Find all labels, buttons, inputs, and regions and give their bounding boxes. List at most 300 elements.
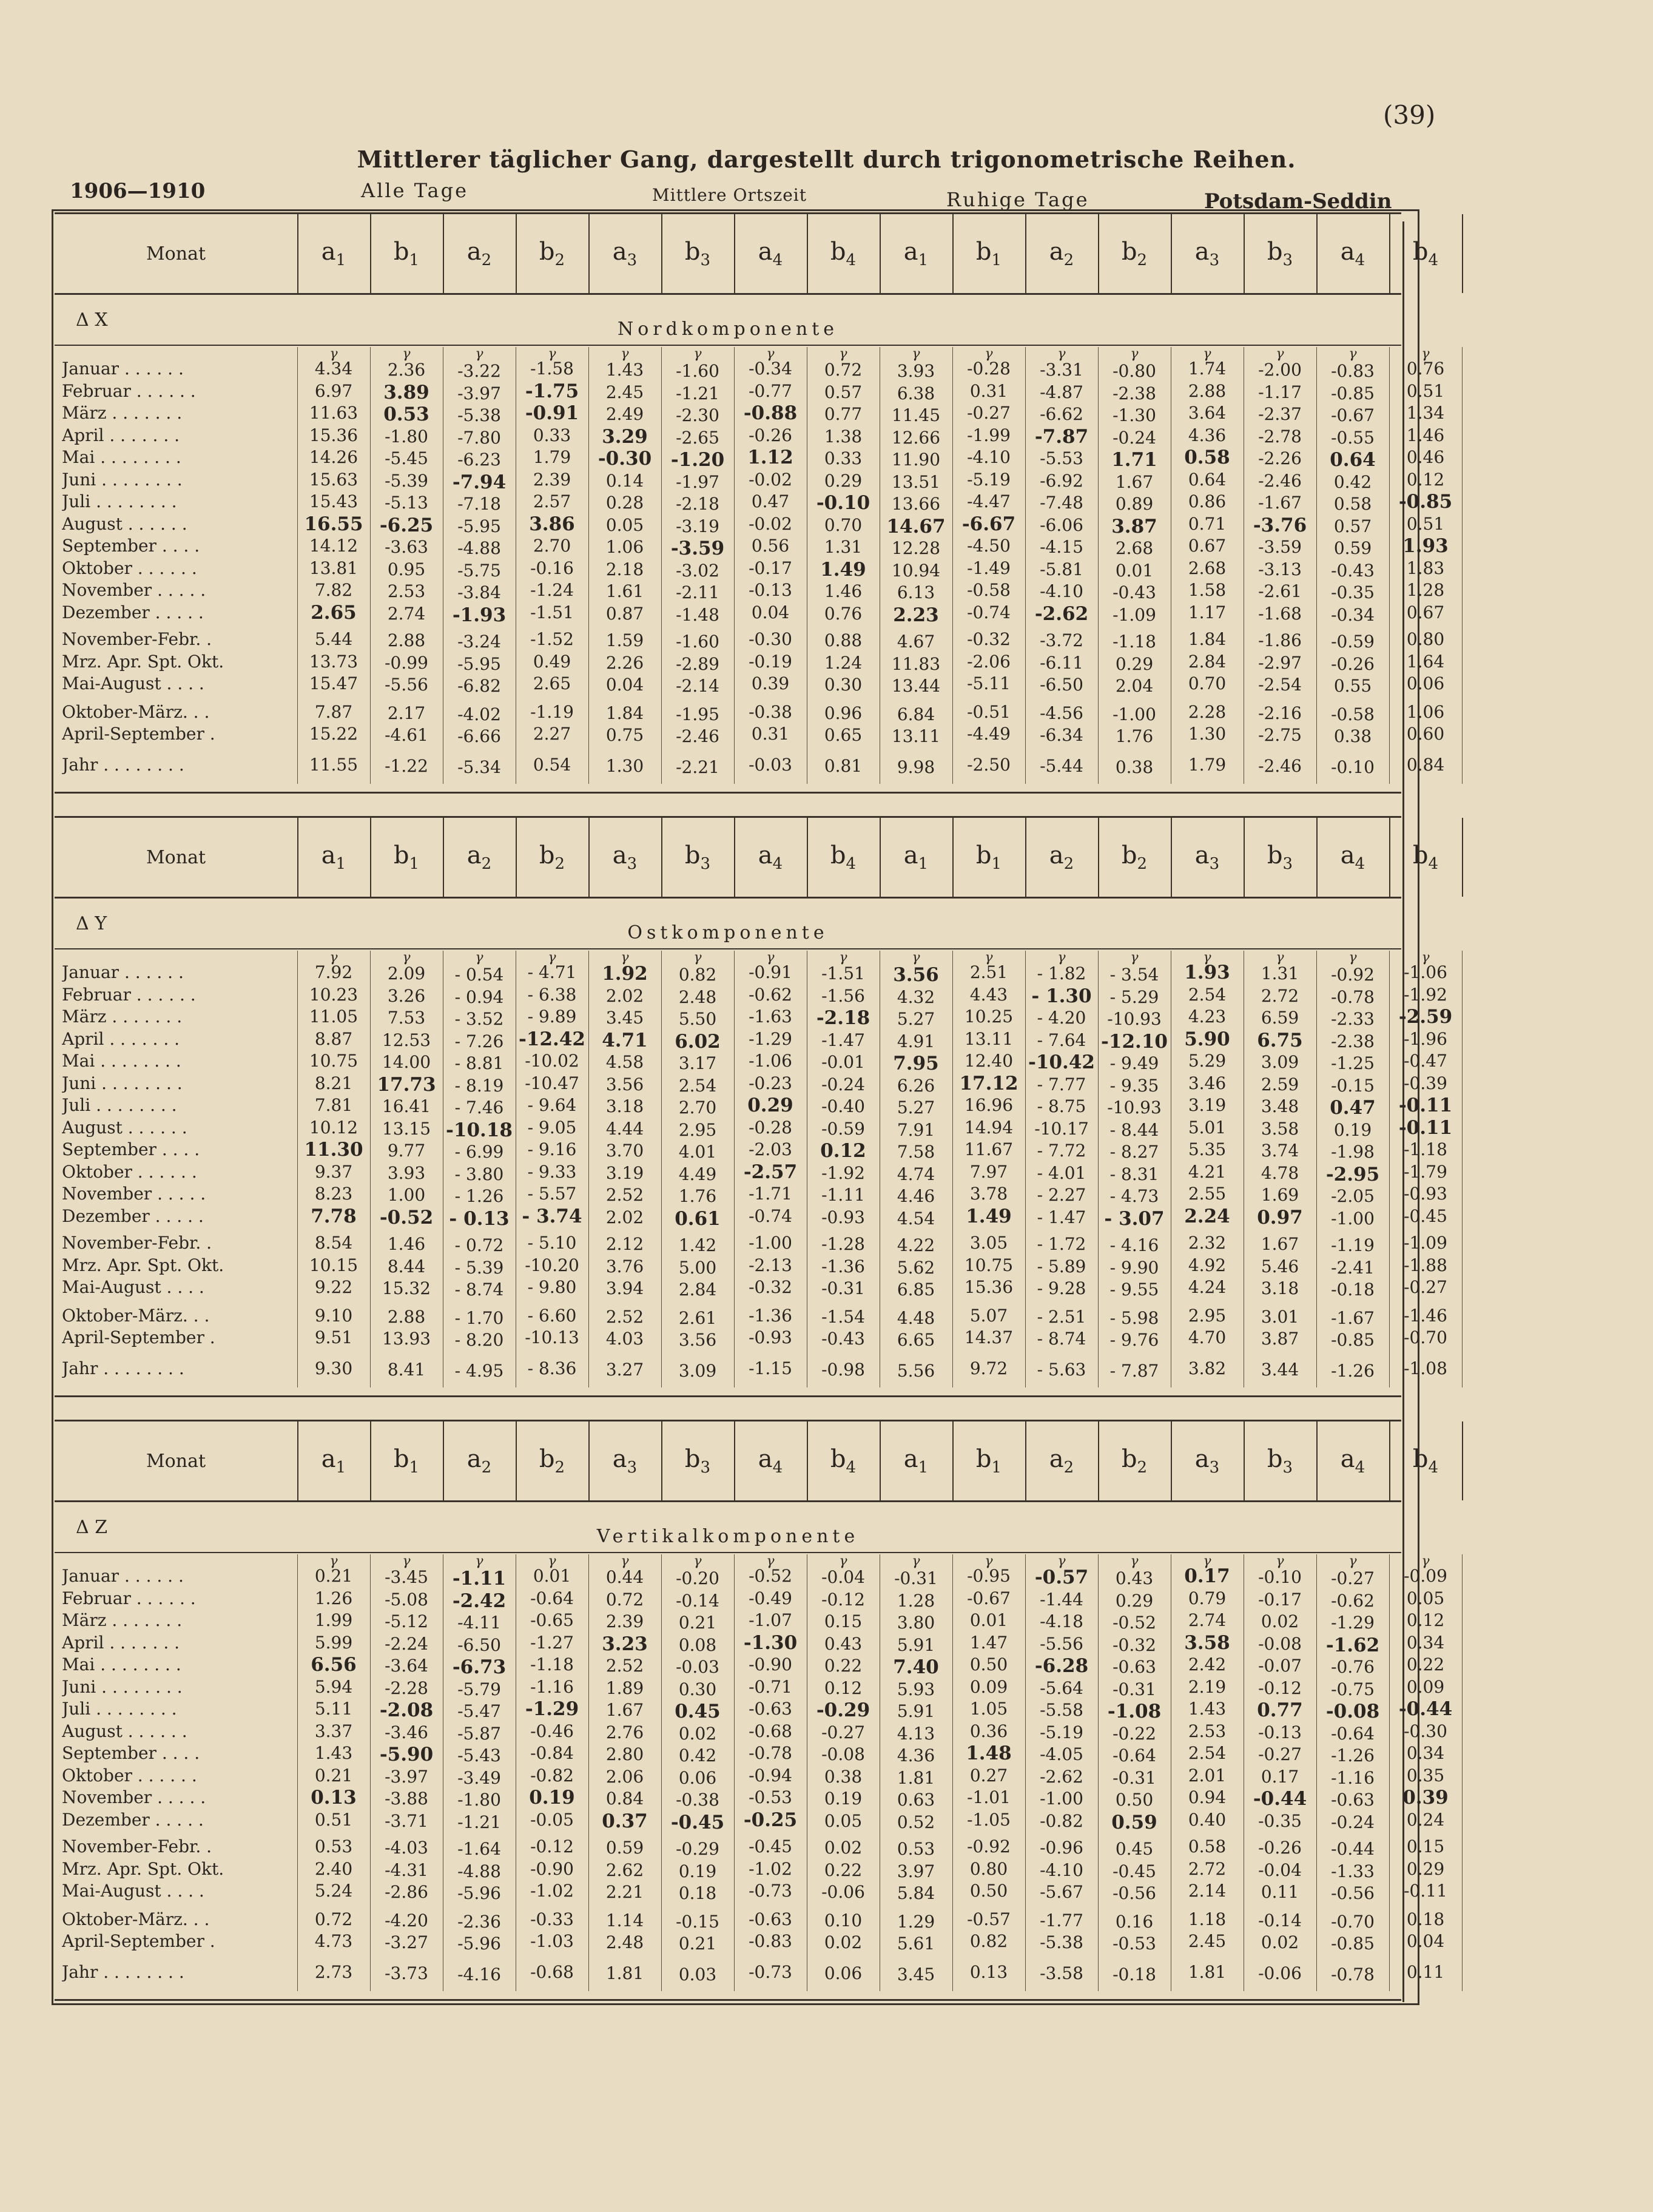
table-cell: -0.26 bbox=[749, 425, 792, 445]
row-label: Jahr . . . . . . . . bbox=[62, 754, 184, 775]
table-cell: 3.74 bbox=[1261, 1141, 1299, 1161]
row-label: September . . . . bbox=[62, 1743, 200, 1763]
table-cell: -6.25 bbox=[379, 514, 434, 536]
table-cell: 1.30 bbox=[605, 755, 644, 776]
table-cell: -1.17 bbox=[1258, 382, 1302, 402]
table-cell: 5.56 bbox=[897, 1360, 935, 1381]
table-cell: 8.54 bbox=[314, 1233, 353, 1253]
table-cell: - 4.95 bbox=[454, 1360, 504, 1381]
table-cell: -0.74 bbox=[967, 602, 1011, 622]
table-cell: 0.77 bbox=[1257, 1699, 1303, 1721]
table-cell: 2.65 bbox=[311, 601, 357, 624]
table-cell: -0.99 bbox=[385, 652, 428, 673]
coef-header-label: $b_4$ bbox=[830, 1445, 857, 1477]
table-cell: -0.32 bbox=[967, 629, 1011, 649]
table-cell: - 9.16 bbox=[527, 1139, 577, 1159]
table-cell: 1.76 bbox=[1115, 726, 1154, 746]
table-cell: 1.67 bbox=[1115, 471, 1154, 492]
coef-header-label: $b_4$ bbox=[1412, 841, 1439, 873]
table-cell: 7.82 bbox=[314, 580, 353, 600]
table-cell: 1.61 bbox=[605, 581, 644, 601]
table-cell: - 0.13 bbox=[449, 1207, 510, 1230]
page-title: Mittlerer täglicher Gang, dargestellt durch trigonometrische Reihen. bbox=[357, 146, 1296, 173]
unit-label: γ bbox=[839, 1554, 847, 1569]
table-cell: 3.87 bbox=[1261, 1329, 1299, 1349]
table-cell: 0.34 bbox=[1406, 1743, 1445, 1763]
table-cell: -12.42 bbox=[519, 1028, 585, 1050]
table-cell: 1.30 bbox=[1188, 724, 1227, 744]
unit-label: γ bbox=[621, 1554, 629, 1569]
table-cell: - 2.51 bbox=[1037, 1306, 1086, 1327]
column-divider bbox=[1462, 951, 1463, 1388]
unit-label: γ bbox=[766, 1554, 775, 1569]
table-cell: - 5.89 bbox=[1037, 1256, 1086, 1276]
table-cell: 0.37 bbox=[602, 1810, 648, 1832]
table-cell: 0.43 bbox=[824, 1633, 863, 1654]
table-cell: -3.19 bbox=[676, 516, 719, 536]
table-cell: -4.88 bbox=[457, 1861, 501, 1881]
table-cell: -2.42 bbox=[452, 1590, 507, 1612]
table-cell: - 8.81 bbox=[454, 1053, 504, 1073]
table-cell: 0.88 bbox=[824, 630, 863, 650]
table-cell: 7.53 bbox=[387, 1008, 426, 1028]
table-cell: 0.29 bbox=[1115, 1590, 1154, 1611]
table-cell: 7.92 bbox=[314, 962, 353, 982]
table-cell: -0.24 bbox=[1113, 427, 1156, 448]
component-title: Vertikalkomponente bbox=[596, 1526, 860, 1547]
table-cell: -1.19 bbox=[530, 701, 574, 722]
table-cell: -5.81 bbox=[1040, 559, 1083, 579]
table-cell: -4.18 bbox=[1040, 1611, 1083, 1631]
table-cell: -1.92 bbox=[821, 1162, 865, 1183]
table-cell: 13.44 bbox=[891, 676, 941, 696]
table-cell: -0.75 bbox=[1331, 1679, 1375, 1699]
coef-header bbox=[1389, 1421, 1462, 1500]
table-cell: -3.71 bbox=[385, 1810, 428, 1831]
row-label: November-Febr. . bbox=[62, 629, 212, 649]
table-cell: -2.50 bbox=[967, 754, 1011, 775]
table-cell: -0.06 bbox=[1258, 1963, 1302, 1983]
table-cell: -0.85 bbox=[1331, 1330, 1375, 1350]
table-cell: 1.64 bbox=[1406, 651, 1445, 672]
unit-label: γ bbox=[912, 1554, 920, 1569]
table-cell: -0.52 bbox=[749, 1566, 792, 1586]
table-cell: - 0.54 bbox=[454, 965, 504, 985]
table-cell: 0.01 bbox=[1115, 560, 1154, 581]
table-row bbox=[55, 1116, 1453, 1141]
table-row bbox=[55, 1327, 1447, 1350]
table-cell: 5.24 bbox=[314, 1881, 353, 1901]
table-cell: -4.20 bbox=[385, 1910, 428, 1930]
table-cell: 6.85 bbox=[897, 1280, 935, 1300]
header-divider bbox=[952, 818, 954, 897]
table-cell: -0.35 bbox=[1258, 1810, 1302, 1831]
table-cell: 7.97 bbox=[969, 1161, 1008, 1182]
table-cell: -2.24 bbox=[385, 1633, 428, 1654]
row-label: Oktober . . . . . . bbox=[62, 1765, 197, 1785]
table-cell: 0.19 bbox=[529, 1787, 575, 1809]
table-cell: -5.67 bbox=[1040, 1882, 1083, 1902]
table-cell: -3.27 bbox=[385, 1932, 428, 1952]
table-cell: 0.94 bbox=[1188, 1787, 1227, 1807]
table-cell: 3.05 bbox=[969, 1233, 1008, 1253]
page-number: (39) bbox=[1383, 100, 1436, 130]
table-cell: -2.61 bbox=[1258, 581, 1302, 601]
table-cell: -0.02 bbox=[749, 469, 792, 490]
table-cell: -1.71 bbox=[749, 1184, 792, 1204]
table-cell: -2.97 bbox=[1258, 652, 1302, 673]
coef-header-label: $b_2$ bbox=[539, 238, 565, 269]
coef-header-label: $a_1$ bbox=[321, 1445, 346, 1477]
table-cell: 0.95 bbox=[387, 559, 426, 579]
table-cell: 1.28 bbox=[1406, 580, 1445, 600]
table-cell: 1.67 bbox=[605, 1700, 644, 1720]
column-divider bbox=[1462, 1554, 1463, 1991]
table-cell: 15.22 bbox=[309, 724, 359, 744]
table-cell: -10.42 bbox=[1028, 1051, 1095, 1073]
table-cell: 14.67 bbox=[886, 515, 946, 538]
table-cell: 0.97 bbox=[1257, 1206, 1303, 1229]
table-cell: - 7.64 bbox=[1037, 1030, 1086, 1050]
unit-label: γ bbox=[548, 950, 556, 965]
table-cell: - 4.71 bbox=[527, 962, 577, 982]
table-cell: 1.05 bbox=[969, 1699, 1008, 1719]
coef-header-label: $b_4$ bbox=[1412, 238, 1439, 269]
table-cell: 6.75 bbox=[1257, 1029, 1303, 1051]
header-divider bbox=[1316, 214, 1318, 293]
table-cell: 2.55 bbox=[1188, 1184, 1227, 1204]
table-cell: 13.66 bbox=[891, 494, 941, 514]
table-cell: - 8.19 bbox=[454, 1075, 504, 1096]
table-cell: 3.64 bbox=[1188, 403, 1227, 423]
table-cell: -0.45 bbox=[670, 1811, 725, 1833]
table-cell: 0.87 bbox=[605, 603, 644, 624]
table-cell: - 8.74 bbox=[454, 1280, 504, 1300]
table-cell: 0.33 bbox=[533, 425, 571, 445]
table-row bbox=[55, 469, 1445, 493]
table-cell: -1.47 bbox=[821, 1030, 865, 1050]
table-cell: -0.10 bbox=[1258, 1567, 1302, 1587]
table-cell: -0.08 bbox=[821, 1744, 865, 1764]
table-cell: -1.26 bbox=[1331, 1360, 1375, 1381]
table-cell: -0.56 bbox=[1331, 1883, 1375, 1903]
table-cell: 5.90 bbox=[1184, 1028, 1230, 1050]
table-cell: -0.08 bbox=[1258, 1633, 1302, 1654]
table-cell: 1.14 bbox=[605, 1910, 644, 1930]
table-cell: -0.56 bbox=[1113, 1883, 1156, 1903]
table-cell: -0.40 bbox=[821, 1096, 865, 1116]
table-cell: -0.06 bbox=[821, 1882, 865, 1902]
coef-header-label: $a_1$ bbox=[903, 238, 929, 269]
section-header bbox=[55, 816, 1439, 899]
table-cell: 6.02 bbox=[675, 1030, 721, 1053]
table-cell: 3.58 bbox=[1184, 1631, 1230, 1654]
table-row bbox=[55, 1358, 1447, 1381]
table-cell: 5.29 bbox=[1188, 1051, 1227, 1071]
table-cell: -1.36 bbox=[749, 1305, 792, 1326]
table-cell: -0.98 bbox=[821, 1359, 865, 1380]
table-cell: -1.15 bbox=[749, 1358, 792, 1378]
header-divider bbox=[1316, 818, 1318, 897]
unit-label: γ bbox=[1348, 950, 1357, 965]
table-cell: -1.29 bbox=[749, 1028, 792, 1049]
table-cell: - 9.64 bbox=[527, 1095, 577, 1115]
table-cell: 2.39 bbox=[533, 469, 571, 490]
row-label: Mai . . . . . . . . bbox=[62, 1051, 181, 1071]
coef-header-label: $b_1$ bbox=[393, 238, 420, 269]
unit-label: γ bbox=[693, 1554, 702, 1569]
table-cell: 0.72 bbox=[605, 1589, 644, 1610]
table-cell: 8.44 bbox=[387, 1256, 426, 1276]
table-cell: -0.62 bbox=[1331, 1590, 1375, 1611]
table-cell: 2.52 bbox=[605, 1306, 644, 1327]
table-cell: -0.52 bbox=[1113, 1613, 1156, 1633]
header-divider bbox=[588, 818, 590, 897]
table-cell: -0.53 bbox=[749, 1787, 792, 1807]
table-cell: 10.25 bbox=[964, 1007, 1014, 1027]
coef-header bbox=[1171, 1421, 1244, 1500]
header-divider bbox=[952, 214, 954, 293]
table-cell: 7.40 bbox=[893, 1656, 939, 1678]
table-cell: -0.90 bbox=[530, 1858, 574, 1879]
table-cell: 0.31 bbox=[751, 724, 790, 744]
table-cell: 0.81 bbox=[824, 755, 863, 776]
table-cell: -3.64 bbox=[385, 1656, 428, 1676]
table-cell: -0.63 bbox=[1331, 1790, 1375, 1810]
table-cell: -0.78 bbox=[749, 1743, 792, 1763]
table-cell: 0.57 bbox=[1333, 516, 1372, 536]
coef-header bbox=[807, 214, 880, 293]
coef-header-label: $b_1$ bbox=[975, 841, 1002, 873]
table-cell: 2.72 bbox=[1188, 1858, 1227, 1879]
table-cell: -0.93 bbox=[749, 1327, 792, 1347]
table-cell: - 1.30 bbox=[1031, 985, 1092, 1007]
header-divider bbox=[588, 1421, 590, 1500]
table-cell: - 9.90 bbox=[1109, 1257, 1159, 1278]
coef-header bbox=[880, 1421, 952, 1500]
table-cell: - 9.33 bbox=[527, 1161, 577, 1182]
unit-label: γ bbox=[1057, 950, 1066, 965]
table-cell: 1.43 bbox=[314, 1743, 353, 1763]
coef-header-label: $b_3$ bbox=[684, 1445, 711, 1477]
coef-header-label: $b_3$ bbox=[1267, 238, 1293, 269]
table-cell: -10.13 bbox=[525, 1327, 579, 1347]
table-cell: -4.31 bbox=[385, 1860, 428, 1880]
table-cell: 0.03 bbox=[678, 1964, 717, 1984]
table-cell: -1.16 bbox=[1331, 1767, 1375, 1788]
table-cell: -1.30 bbox=[743, 1631, 798, 1654]
coef-header-label: $b_2$ bbox=[1121, 1445, 1148, 1477]
table-cell: 4.70 bbox=[1188, 1327, 1227, 1347]
header-divider bbox=[1244, 818, 1245, 897]
header-divider bbox=[1389, 1421, 1390, 1500]
table-cell: -1.11 bbox=[821, 1185, 865, 1205]
table-cell: 14.94 bbox=[964, 1117, 1014, 1138]
coef-header bbox=[1098, 214, 1171, 293]
table-cell: 0.96 bbox=[824, 703, 863, 723]
table-cell: 1.34 bbox=[1406, 403, 1445, 423]
header-divider bbox=[807, 1421, 808, 1500]
table-cell: 15.36 bbox=[309, 425, 359, 445]
table-cell: -12.10 bbox=[1101, 1030, 1168, 1053]
table-cell: 0.02 bbox=[1261, 1611, 1299, 1631]
table-cell: 0.49 bbox=[533, 651, 571, 672]
table-cell: - 9.35 bbox=[1109, 1075, 1159, 1096]
table-cell: -0.96 bbox=[1040, 1838, 1083, 1858]
row-label: November . . . . . bbox=[62, 1184, 206, 1204]
header-divider bbox=[734, 214, 735, 293]
monat-header: Monat bbox=[146, 243, 206, 265]
table-cell: -3.59 bbox=[670, 538, 725, 559]
row-label: Februar . . . . . . bbox=[62, 984, 196, 1005]
table-cell: 7.91 bbox=[897, 1119, 935, 1140]
table-cell: -0.64 bbox=[1331, 1723, 1375, 1744]
table-cell: -2.89 bbox=[676, 653, 719, 674]
table-cell: 4.24 bbox=[1188, 1277, 1227, 1297]
table-cell: 0.17 bbox=[1184, 1565, 1230, 1587]
table-cell: 0.44 bbox=[605, 1567, 644, 1587]
row-label: Juli . . . . . . . . bbox=[62, 1095, 177, 1115]
table-cell: -0.22 bbox=[1113, 1723, 1156, 1744]
table-cell: -0.14 bbox=[1258, 1910, 1302, 1930]
table-cell: 0.45 bbox=[675, 1701, 721, 1722]
table-cell: -5.79 bbox=[457, 1679, 501, 1699]
coef-header-label: $a_3$ bbox=[612, 238, 638, 269]
table-row bbox=[55, 380, 1445, 403]
table-cell: 13.11 bbox=[891, 726, 941, 746]
table-cell: -1.06 bbox=[1404, 962, 1447, 982]
table-cell: 0.86 bbox=[1188, 491, 1227, 511]
table-cell: -0.25 bbox=[743, 1809, 798, 1831]
table-cell: -2.36 bbox=[457, 1911, 501, 1932]
table-cell: -4.56 bbox=[1040, 703, 1083, 723]
all-days-label: Alle Tage bbox=[361, 179, 469, 202]
table-cell: 2.84 bbox=[678, 1280, 717, 1300]
row-label: April . . . . . . . bbox=[62, 1028, 180, 1049]
table-cell: -1.86 bbox=[1258, 630, 1302, 650]
table-cell: 2.52 bbox=[605, 1656, 644, 1676]
table-row bbox=[55, 1698, 1453, 1722]
table-cell: - 7.72 bbox=[1037, 1141, 1086, 1161]
coef-header-label: $a_4$ bbox=[1340, 1445, 1365, 1477]
table-cell: 1.67 bbox=[1261, 1234, 1299, 1254]
table-row bbox=[55, 1610, 1445, 1633]
table-cell: 2.53 bbox=[387, 581, 426, 601]
coef-header bbox=[1316, 818, 1389, 897]
table-cell: 0.47 bbox=[1330, 1097, 1376, 1119]
table-cell: 2.68 bbox=[1115, 538, 1154, 558]
table-cell: 1.71 bbox=[1111, 449, 1157, 471]
table-cell: 2.61 bbox=[678, 1307, 717, 1328]
header-divider bbox=[1389, 818, 1390, 897]
section-bottom-rule bbox=[55, 1999, 1401, 2001]
table-cell: -1.62 bbox=[1325, 1634, 1380, 1656]
table-cell: -1.08 bbox=[1107, 1701, 1162, 1722]
table-cell: 2.65 bbox=[533, 673, 571, 693]
row-label: März . . . . . . . bbox=[62, 1610, 183, 1630]
row-label: Januar . . . . . . bbox=[62, 1566, 184, 1586]
table-cell: 0.58 bbox=[1188, 1836, 1227, 1856]
table-cell: -1.25 bbox=[1331, 1053, 1375, 1073]
table-cell: 3.01 bbox=[1261, 1306, 1299, 1327]
table-cell: 14.00 bbox=[382, 1052, 431, 1072]
table-cell: 5.99 bbox=[314, 1632, 353, 1653]
quiet-days-label: Ruhige Tage bbox=[946, 188, 1089, 211]
table-cell: 0.02 bbox=[1261, 1932, 1299, 1952]
table-cell: 4.54 bbox=[897, 1208, 935, 1229]
table-cell: -5.90 bbox=[379, 1744, 434, 1765]
row-label: Mai . . . . . . . . bbox=[62, 447, 181, 467]
table-cell: -0.91 bbox=[525, 402, 579, 424]
table-cell: -2.30 bbox=[676, 405, 719, 425]
table-cell: - 9.80 bbox=[527, 1277, 577, 1297]
table-cell: 1.93 bbox=[1402, 535, 1449, 557]
table-cell: -2.37 bbox=[1258, 404, 1302, 424]
table-cell: -0.59 bbox=[821, 1118, 865, 1139]
table-cell: 1.89 bbox=[605, 1678, 644, 1698]
table-cell: -0.63 bbox=[749, 1909, 792, 1929]
table-row bbox=[55, 1255, 1447, 1278]
table-cell: 15.63 bbox=[309, 469, 359, 490]
table-cell: 0.42 bbox=[678, 1745, 717, 1765]
table-row bbox=[55, 1050, 1447, 1074]
table-cell: -1.01 bbox=[967, 1787, 1011, 1807]
table-cell: -0.30 bbox=[598, 448, 652, 470]
table-row bbox=[55, 1205, 1447, 1230]
table-row bbox=[55, 601, 1445, 626]
header-divider bbox=[1244, 214, 1245, 293]
table-cell: 4.43 bbox=[969, 984, 1008, 1005]
table-cell: -0.11 bbox=[1398, 1116, 1453, 1139]
table-cell: 1.49 bbox=[820, 558, 866, 581]
table-cell: - 3.54 bbox=[1109, 965, 1159, 985]
table-cell: -1.60 bbox=[676, 632, 719, 652]
table-cell: -3.76 bbox=[1253, 514, 1307, 536]
table-cell: - 5.29 bbox=[1109, 986, 1159, 1007]
table-row bbox=[55, 723, 1445, 746]
table-cell: 2.23 bbox=[893, 604, 939, 626]
table-cell: 0.67 bbox=[1188, 536, 1227, 556]
table-cell: 3.80 bbox=[897, 1613, 935, 1633]
header-divider bbox=[661, 214, 662, 293]
table-cell: 2.24 bbox=[1184, 1205, 1230, 1227]
table-cell: - 9.89 bbox=[527, 1007, 577, 1027]
table-row bbox=[55, 1139, 1447, 1162]
row-label: November-Febr. . bbox=[62, 1233, 212, 1253]
table-cell: -1.67 bbox=[1331, 1307, 1375, 1328]
table-cell: 5.91 bbox=[897, 1701, 935, 1721]
table-cell: -2.18 bbox=[676, 494, 719, 514]
row-label: Jahr . . . . . . . . bbox=[62, 1358, 184, 1378]
table-cell: 0.51 bbox=[1406, 380, 1445, 401]
table-cell: -0.29 bbox=[676, 1839, 719, 1859]
table-cell: 0.29 bbox=[824, 470, 863, 491]
table-cell: 5.27 bbox=[897, 1009, 935, 1029]
coef-header-label: $a_3$ bbox=[1194, 1445, 1220, 1477]
table-cell: -3.97 bbox=[457, 383, 501, 403]
table-cell: -3.45 bbox=[385, 1567, 428, 1587]
coef-header bbox=[516, 1421, 588, 1500]
table-cell: -1.27 bbox=[530, 1632, 574, 1653]
table-cell: -7.87 bbox=[1034, 425, 1089, 448]
row-label: Oktober-März. . . bbox=[62, 1909, 210, 1929]
table-cell: 0.12 bbox=[1406, 469, 1445, 490]
table-cell: 5.00 bbox=[678, 1257, 717, 1278]
table-cell: -0.92 bbox=[1331, 965, 1375, 985]
table-cell: 14.26 bbox=[309, 447, 359, 467]
table-cell: -0.53 bbox=[1113, 1934, 1156, 1954]
table-cell: -1.95 bbox=[676, 704, 719, 724]
